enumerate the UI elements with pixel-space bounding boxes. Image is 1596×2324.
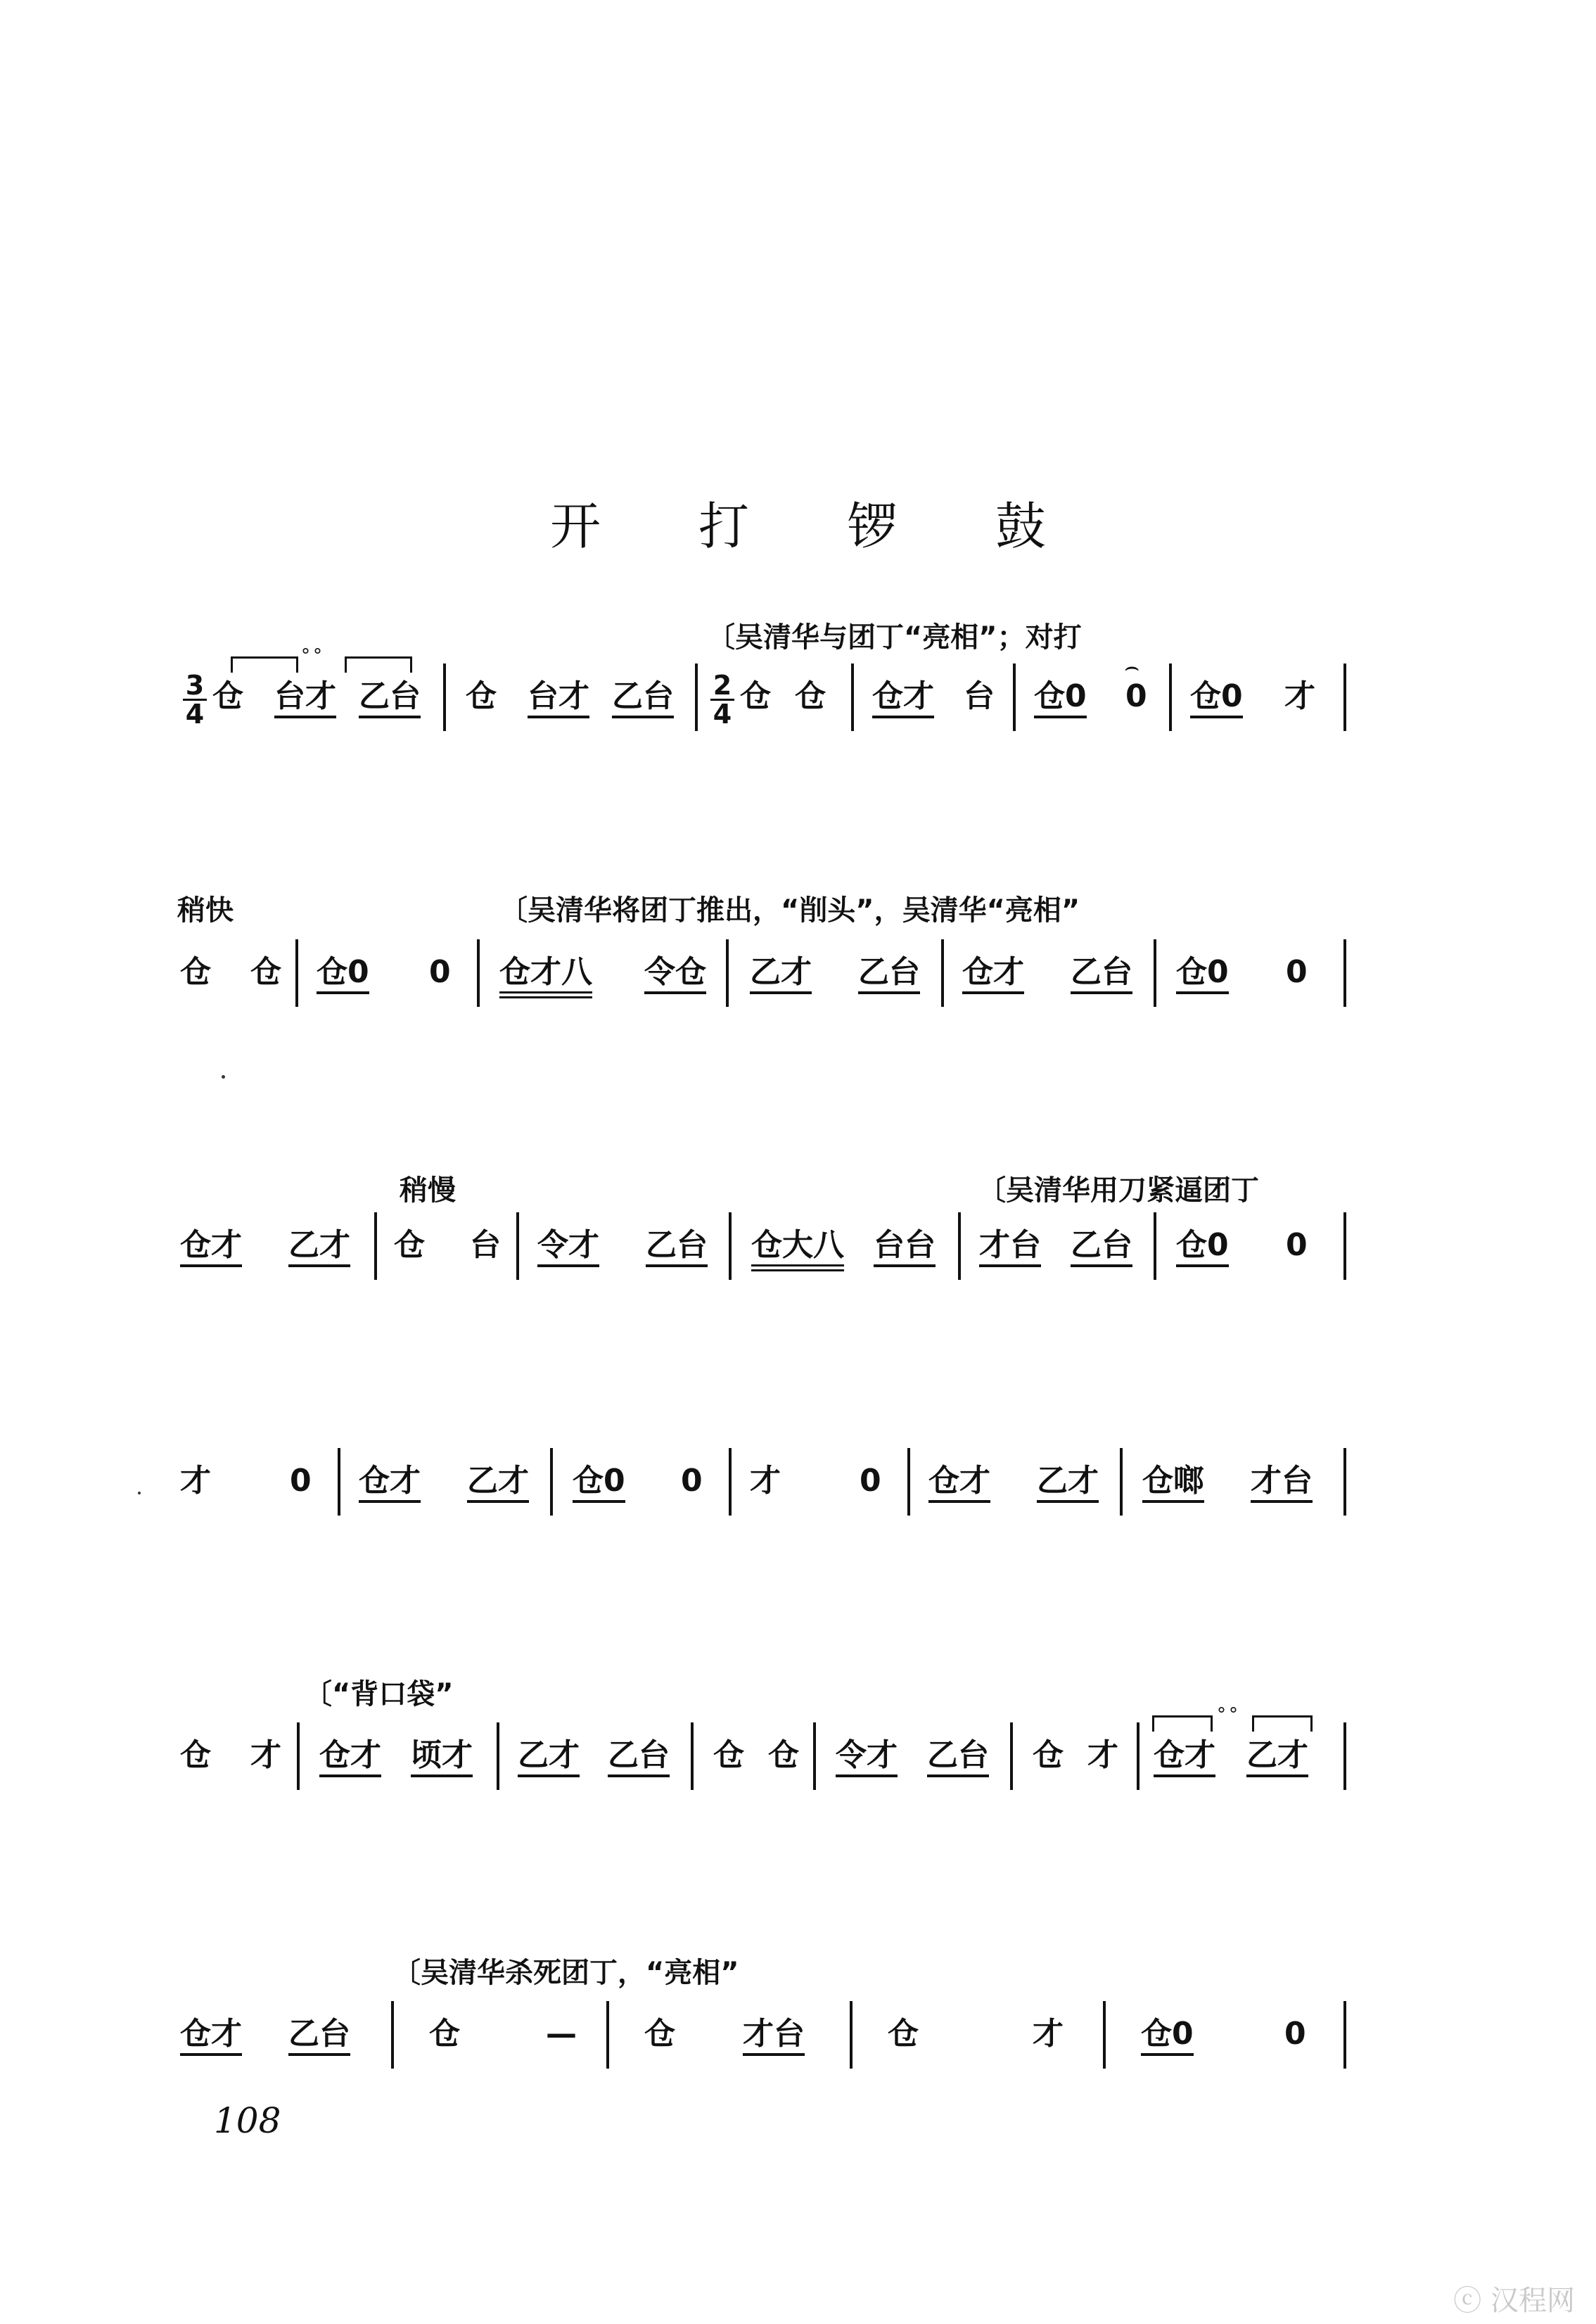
bar-line (516, 1212, 519, 1280)
beat-token: 仓 (212, 678, 243, 714)
beat-token: 令才 (537, 1226, 599, 1267)
beat-token: 顷才 (411, 1736, 473, 1777)
page-title: 开 打 锣 鼓 (550, 497, 1087, 556)
bar-line (338, 1448, 340, 1516)
watermark-logo: ⓒ 汉程网 (1453, 2285, 1575, 2317)
beat-token: 仓 (888, 2016, 919, 2052)
beat-token: 台才 (528, 678, 589, 718)
notation-line-2 (176, 948, 1346, 1004)
bar-line (1343, 663, 1346, 731)
bar-line (726, 939, 729, 1007)
beat-token: — (546, 2016, 577, 2052)
tempo-mark: 稍快 (177, 894, 234, 927)
beat-token: 乙才 (518, 1736, 580, 1777)
beat-token: 仓 (1033, 1737, 1064, 1773)
beat-token: 仓0 (317, 953, 369, 994)
beat-token: 才台 (743, 2015, 805, 2056)
beat-token: 才 (1033, 2016, 1064, 2052)
bar-line (1013, 663, 1016, 731)
slur-dots: °° (301, 645, 325, 666)
bar-line (1154, 1212, 1156, 1280)
beat-token: 乙台 (1071, 953, 1132, 994)
beat-token: 台台 (874, 1226, 936, 1267)
bar-line (477, 939, 480, 1007)
beat-token: 乙才 (1246, 1736, 1308, 1777)
beat-token: 乙台 (646, 1226, 708, 1267)
beat-token: 乙才 (288, 1226, 350, 1267)
bar-line (297, 1722, 300, 1790)
beat-token: 仓 (644, 2016, 675, 2052)
bar-line (1169, 663, 1172, 731)
slur (345, 656, 412, 673)
beat-token: 乙才 (467, 1462, 529, 1503)
bar-line (813, 1722, 816, 1790)
beat-token: 才 (1284, 678, 1315, 714)
bar-line (374, 1212, 377, 1280)
bar-line (295, 939, 298, 1007)
beat-token: 仓 (394, 1227, 425, 1263)
beat-token: 仓 (180, 954, 211, 990)
stage-direction-1: 〔吴清华与团丁“亮相”；对打 (707, 621, 1082, 654)
beat-token: 才 (1087, 1737, 1118, 1773)
beat-token: 仓才 (359, 1462, 421, 1503)
time-signature-3-4 (183, 672, 207, 728)
beat-token: 才台 (979, 1226, 1041, 1267)
beat-token: 仓0 (1190, 678, 1243, 718)
beat-token: 0 (1286, 1227, 1308, 1263)
stage-direction-6: 〔吴清华杀死团丁，“亮相” (392, 1957, 739, 1989)
stage-direction-3: 〔吴清华用刀紧逼团丁 (978, 1174, 1259, 1207)
beat-token: 仓大八 (751, 1226, 844, 1271)
bar-line (443, 663, 446, 731)
notation-line-5 (176, 1704, 1346, 1787)
tempo-mark: 稍慢 (400, 1174, 456, 1207)
beat-token: 0 (429, 954, 451, 990)
print-speck (222, 1075, 225, 1079)
bar-line (391, 2001, 394, 2069)
beat-token: 乙台 (359, 678, 421, 718)
bar-line (550, 1448, 553, 1516)
beat-token: 仓 (768, 1737, 799, 1773)
time-signature-2-4 (710, 672, 734, 728)
beat-token: 仓0 (573, 1462, 625, 1503)
bar-line (850, 2001, 853, 2069)
bar-line (1120, 1448, 1123, 1516)
bar-line (1343, 939, 1346, 1007)
beat-token: 台才 (274, 678, 336, 718)
beat-token: 台 (470, 1227, 501, 1263)
beat-token: 0 (1284, 2016, 1306, 2052)
bar-line (1343, 1212, 1346, 1280)
beat-token: 仓 (795, 678, 826, 714)
beat-token: 乙台 (288, 2015, 350, 2056)
time-sig-num: 3 (183, 672, 207, 701)
notation-line-6 (176, 2009, 1346, 2066)
slur (1252, 1715, 1313, 1732)
slur-dots: °° (1217, 1704, 1241, 1725)
beat-token: 仓 (429, 2016, 460, 2052)
beat-token: 仓 (466, 678, 497, 714)
slur (231, 656, 298, 673)
bar-line (1343, 1722, 1346, 1790)
beat-token: 0 (681, 1463, 703, 1499)
notation-line-1 (176, 645, 1346, 730)
bar-line (1103, 2001, 1106, 2069)
beat-token: 0 (290, 1463, 312, 1499)
beat-token: 仓 (180, 1737, 211, 1773)
beat-token: 才 (180, 1463, 211, 1499)
time-sig-den: 4 (713, 699, 732, 730)
beat-token: 仓才 (319, 1736, 381, 1777)
notation-line-3 (176, 1221, 1346, 1277)
stage-direction-2: 〔吴清华将团丁推出，“削头”，吴清华“亮相” (499, 894, 1080, 927)
bar-line (907, 1448, 910, 1516)
notation-line-4 (176, 1456, 1346, 1513)
beat-token: 仓 (250, 954, 281, 990)
beat-token: 乙才 (1037, 1462, 1099, 1503)
beat-token: 乙才 (750, 953, 812, 994)
beat-token: 0 (1125, 678, 1147, 714)
beat-token: 仓才 (1154, 1736, 1215, 1777)
beat-token: 乙台 (612, 678, 674, 718)
beat-token: 仓才 (962, 953, 1024, 994)
beat-token: 乙台 (927, 1736, 989, 1777)
bar-line (606, 2001, 609, 2069)
time-sig-den: 4 (185, 699, 205, 730)
beat-token: 仓啷 (1142, 1462, 1204, 1503)
stage-direction-5: 〔“背口袋” (304, 1678, 454, 1710)
beat-token: 乙台 (608, 1736, 670, 1777)
beat-token: 乙台 (1071, 1226, 1132, 1267)
bar-line (729, 1212, 732, 1280)
fermata-icon: ⌢ (1124, 653, 1140, 681)
bar-line (941, 939, 944, 1007)
bar-line (1343, 2001, 1346, 2069)
beat-token: 仓 (713, 1737, 744, 1773)
beat-token: 令才 (836, 1736, 898, 1777)
beat-token: 才 (750, 1463, 781, 1499)
bar-line (695, 663, 698, 731)
bar-line (851, 663, 854, 731)
beat-token: 仓才 (872, 678, 934, 718)
bar-line (1010, 1722, 1013, 1790)
beat-token: 0 (1286, 954, 1308, 990)
beat-token: 仓才 (180, 2015, 242, 2056)
beat-token: 令仓 (644, 953, 706, 994)
bar-line (958, 1212, 961, 1280)
beat-token: 仓 (740, 678, 771, 714)
bar-line (691, 1722, 694, 1790)
beat-token: 仓0 (1034, 678, 1087, 718)
print-speck (138, 1492, 141, 1494)
time-sig-num: 2 (710, 672, 734, 701)
bar-line (1154, 939, 1156, 1007)
bar-line (1137, 1722, 1139, 1790)
beat-token: 仓才 (928, 1462, 990, 1503)
bar-line (1343, 1448, 1346, 1516)
beat-token: 乙台 (858, 953, 920, 994)
page-number: 108 (214, 2100, 281, 2141)
bar-line (497, 1722, 499, 1790)
beat-token: 仓0 (1141, 2015, 1194, 2056)
beat-token: 才台 (1251, 1462, 1313, 1503)
beat-token: 台 (964, 678, 995, 714)
beat-token: 仓0 (1176, 953, 1229, 994)
beat-token: 仓0 (1176, 1226, 1229, 1267)
beat-token: 仓才八 (499, 953, 592, 998)
beat-token: 才 (250, 1737, 281, 1773)
slur (1152, 1715, 1213, 1732)
beat-token: 仓才 (180, 1226, 242, 1267)
beat-token: 0 (860, 1463, 881, 1499)
bar-line (729, 1448, 732, 1516)
